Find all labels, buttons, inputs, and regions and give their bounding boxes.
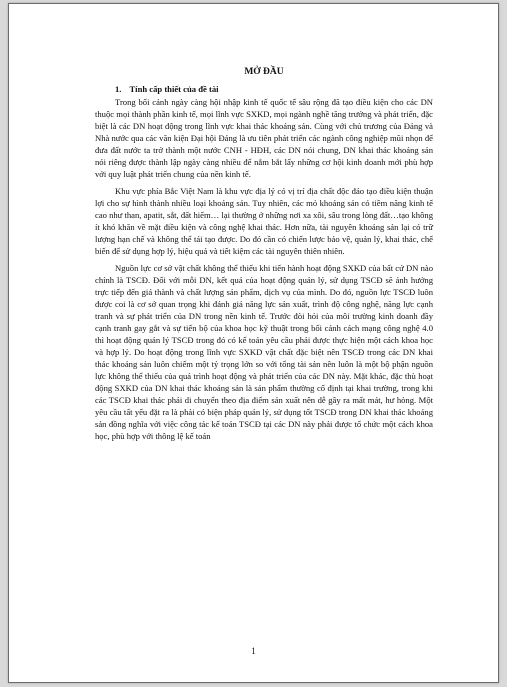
section-heading-text: Tính cấp thiết của đề tài [129,84,219,94]
paragraph-1: Trong bối cảnh ngày càng hội nhập kinh tế quốc tế sâu rộng đã tạo điều kiện cho các DN thuộc mọi thành phần kinh tế, mọi lĩnh vực SXKD, mọi ngành nghề tăng trưởng và phát triển, đặc biệt là các DN hoạt động trong lĩnh vực khai thác khoáng sản. Cùng với chủ trương của Đảng và Nhà nước qua các văn kiện Đại hội Đảng là ưu tiên phát triển các ngành công nghiệp mũi nhọn để đưa đất nước ta trở thành một nước CNH - HĐH, các DN nói chung, DN khai thác khoáng sản nói riêng được thành lập ngày càng nhiều để nắm bắt lấy những cơ hội kinh doanh mới phù hợp với quy luật phát triển chung của nền kinh tế. [95,97,433,179]
paragraph-3: Nguồn lực cơ sở vật chất không thể thiếu khi tiến hành hoạt động SXKD của bất cứ DN nào chính là TSCĐ. Đối với mỗi DN, kết quả của hoạt động quản lý, sử dụng TSCĐ sẽ ảnh hưởng trực tiếp đến giá thành và chất lượng sản phẩm, dịch vụ của mình. Do đó, nguồn lực TSCĐ luôn được coi là cơ sở quan trọng khi đánh giá năng lực sản xuất, trình độ công nghệ, năng lực cạnh tranh và sự phát triển của DN trong nền kinh tế. Trước đòi hỏi của môi trường kinh doanh đầy cạnh tranh gay gắt và sự tiến bộ của khoa học kỹ thuật trong bối cảnh cách mạng công nghệ 4.0 thì hoạt động quản lý TSCĐ trong đó có kế toán yêu cầu phải được thực hiện một cách khoa học và hợp lý. Do hoạt động trong lĩnh vực SXKD vật chất đặc biệt nên TSCĐ trong các DN khai thác khoáng sản luôn chiếm một tỷ trọng lớn so với tổng tài sản nên luôn là một bộ phận nguồn lực không thể thiếu của quá trình hoạt động và phát triển của các DN này. Mặt khác, đặc thù hoạt động SXKD của DN khai thác khoáng sản là sản phẩm thường cố định tại khai trường, trong khi các TSCĐ khai thác phải di chuyển theo địa điểm sản xuất nên dễ gây ra mất mát, hư hỏng. Một yêu cầu tất yếu đặt ra là phải có biện pháp quản lý, sử dụng tốt TSCĐ trong DN khai thác khoáng sản đồng nghĩa với việc công tác kế toán TSCĐ tại các DN này phải được tổ chức một cách khoa học, phù hợp với thông lệ kế toán [95,263,433,441]
page-content [95,66,433,447]
section-number: 1. [115,84,122,94]
page-number: 1 [251,646,256,656]
section-heading [95,83,433,95]
paragraph-2: Khu vực phía Bắc Việt Nam là khu vực địa lý có vị trí địa chất độc đáo tạo điều kiện thuận lợi cho sự hình thành nhiều loại khoáng sản. Tuy nhiên, các mỏ khoáng sản có tiềm năng kinh tế cao như than, apatit, sắt, đất hiếm… lại thường ở những nơi xa xôi, sâu trong lòng đất…tạo không ít khó khăn về mặt điều kiện và công nghệ khai thác. Hơn nữa, tài nguyên khoáng sản lại có trữ lượng hạn chế và không thể tái tạo được. Do đó cần có chiến lược bảo vệ, quản lý, khai thác, chế biến để sử dụng hợp lý, hiệu quả và tiết kiệm các tài nguyên thiên nhiên. [95,186,433,256]
document-page [8,3,499,683]
page-title: MỞ ĐẦU [244,67,284,77]
